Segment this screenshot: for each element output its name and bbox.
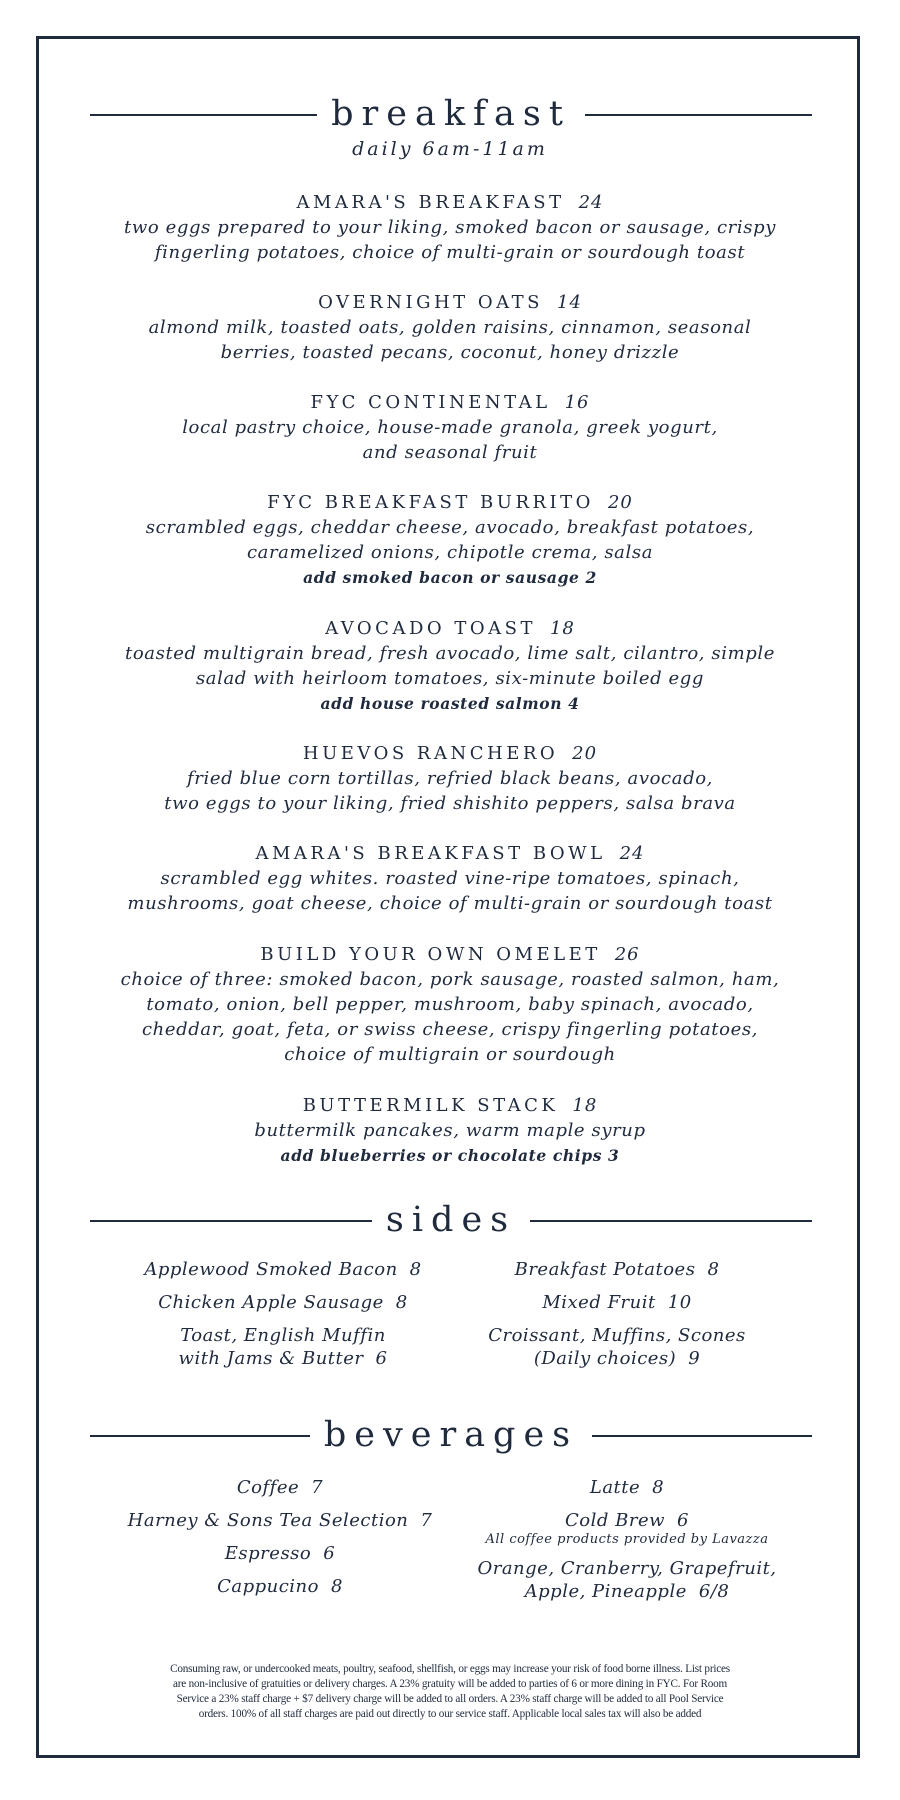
item-description: choice of three: smoked bacon, pork sausage, roasted salmon, ham,: [120, 969, 780, 990]
breakfast-title: breakfast: [331, 94, 571, 134]
header-rule-left: [90, 1220, 372, 1222]
entry-name: Cappucino: [217, 1576, 319, 1597]
item-name: AMARA'S BREAKFAST BOWL: [255, 843, 606, 864]
entry-line: [447, 1557, 807, 1580]
item-description: tomato, onion, bell pepper, mushroom, baby spinach, avocado,: [146, 994, 754, 1015]
entry-name: Mixed Fruit: [542, 1292, 656, 1313]
entry-line: [437, 1324, 797, 1347]
item-name: OVERNIGHT OATS: [318, 292, 543, 313]
entry-line: [100, 1509, 460, 1532]
menu-item: [80, 190, 820, 265]
item-description: fingerling potatoes, choice of multi-grain or sourdough toast: [154, 242, 746, 263]
entry-line: [100, 1575, 460, 1598]
disclaimer-line: are non-inclusive of gratuities or delivery charges. A 23% gratuity will be added to parties of 6 or more dining in FYC. For Room: [172, 1678, 728, 1690]
menu-item: [80, 1093, 820, 1168]
item-price: 20: [607, 492, 633, 513]
header-rule-left: [90, 114, 317, 116]
entry-line: [100, 1542, 460, 1565]
item-name-line: [80, 741, 820, 766]
breakfast-hours: daily 6am-11am: [352, 138, 548, 160]
item-description: salad with heirloom tomatoes, six-minute boiled egg: [195, 668, 705, 689]
sides-right-column: [437, 1258, 797, 1380]
menu-entry: [437, 1324, 797, 1370]
entry-price: 9: [688, 1348, 701, 1369]
entry-price: 6/8: [698, 1581, 730, 1602]
header-rule-right: [592, 1435, 812, 1437]
entry-line: [103, 1347, 463, 1370]
menu-item: [80, 942, 820, 1067]
item-description: choice of multigrain or sourdough: [284, 1044, 616, 1065]
entry-name: Applewood Smoked Bacon: [144, 1259, 398, 1280]
menu-entry: [103, 1291, 463, 1314]
menu-entry: [100, 1542, 460, 1565]
sides-left-column: [103, 1258, 463, 1380]
menu-item: [80, 616, 820, 716]
entry-line: [437, 1347, 797, 1370]
menu-item: [80, 490, 820, 590]
entry-line: [447, 1509, 807, 1532]
item-name-line: [80, 942, 820, 967]
menu-item: [80, 290, 820, 365]
item-description: and seasonal fruit: [362, 442, 538, 463]
entry-price: 8: [652, 1477, 665, 1498]
item-description: scrambled egg whites. roasted vine-ripe tomatoes, spinach,: [160, 868, 740, 889]
entry-line: [103, 1291, 463, 1314]
menu-entry: [100, 1509, 460, 1532]
breakfast-header: [90, 94, 812, 134]
item-price: 24: [619, 843, 645, 864]
entry-name: Toast, English Muffin: [180, 1325, 386, 1346]
item-name-line: [80, 490, 820, 515]
sides-header: [90, 1200, 812, 1240]
item-name: FYC CONTINENTAL: [310, 392, 551, 413]
item-description: toasted multigrain bread, fresh avocado, lime salt, cilantro, simple: [125, 643, 775, 664]
sides-title: sides: [385, 1200, 517, 1240]
menu-item: [80, 390, 820, 465]
beverages-left-column: [100, 1476, 460, 1608]
item-name: BUILD YOUR OWN OMELET: [260, 944, 601, 965]
entry-price: 8: [409, 1259, 422, 1280]
item-price: 18: [572, 1095, 598, 1116]
menu-entry: [447, 1557, 807, 1603]
entry-price: 6: [677, 1510, 689, 1531]
entry-line: [447, 1476, 807, 1499]
item-name-line: [80, 290, 820, 315]
entry-price: 8: [707, 1259, 720, 1280]
entry-price: 7: [420, 1510, 433, 1531]
beverages-right-column: [447, 1476, 807, 1613]
entry-name: Chicken Apple Sausage: [158, 1292, 384, 1313]
entry-name: Harney & Sons Tea Selection: [127, 1510, 409, 1531]
entry-price: 7: [311, 1477, 324, 1498]
entry-name: Espresso: [224, 1543, 312, 1564]
entry-line: [437, 1258, 797, 1281]
item-description: scrambled eggs, cheddar cheese, avocado, breakfast potatoes,: [145, 517, 755, 538]
item-addon: add blueberries or chocolate chips 3: [280, 1146, 620, 1165]
entry-price: 6: [375, 1348, 388, 1369]
item-description: two eggs prepared to your liking, smoked bacon or sausage, crispy: [124, 217, 776, 238]
item-name: HUEVOS RANCHERO: [302, 743, 559, 764]
entry-name: Breakfast Potatoes: [514, 1259, 696, 1280]
disclaimer-line: Consuming raw, or undercooked meats, poultry, seafood, shellfish, or eggs may increase your risk of food borne illness. List prices: [170, 1663, 730, 1675]
entry-price: 6: [323, 1543, 336, 1564]
menu-entry: [437, 1258, 797, 1281]
item-description: buttermilk pancakes, warm maple syrup: [254, 1120, 646, 1141]
entry-price: 8: [395, 1292, 408, 1313]
entry-name: with Jams & Butter: [178, 1348, 364, 1369]
menu-entry: [447, 1509, 807, 1532]
beverages-title: beverages: [323, 1415, 579, 1455]
entry-name: Apple, Pineapple: [524, 1581, 687, 1602]
entry-name: Coffee: [236, 1477, 300, 1498]
header-rule-right: [530, 1220, 812, 1222]
item-description: mushrooms, goat cheese, choice of multi-grain or sourdough toast: [127, 893, 773, 914]
menu-entry: [437, 1291, 797, 1314]
item-price: 18: [549, 618, 575, 639]
entry-price: 10: [667, 1292, 692, 1313]
item-addon: add house roasted salmon 4: [320, 694, 580, 713]
item-name-line: [80, 616, 820, 641]
entry-note: All coffee products provided by Lavazza: [485, 1532, 769, 1547]
entry-line: [103, 1258, 463, 1281]
entry-line: [100, 1476, 460, 1499]
header-rule-right: [585, 114, 812, 116]
entry-line: [447, 1580, 807, 1603]
item-name-line: [80, 190, 820, 215]
item-name-line: [80, 390, 820, 415]
item-name: BUTTERMILK STACK: [302, 1095, 559, 1116]
item-name: AVOCADO TOAST: [325, 618, 536, 639]
menu-entry: [100, 1575, 460, 1598]
item-description: caramelized onions, chipotle crema, salsa: [246, 542, 654, 563]
header-rule-left: [90, 1435, 310, 1437]
item-price: 14: [557, 292, 582, 313]
menu-entry: [103, 1324, 463, 1370]
item-description: two eggs to your liking, fried shishito peppers, salsa brava: [164, 793, 736, 814]
item-name: AMARA'S BREAKFAST: [296, 192, 565, 213]
menu-entry: [103, 1258, 463, 1281]
item-description: fried blue corn tortillas, refried black beans, avocado,: [187, 768, 713, 789]
item-description: berries, toasted pecans, coconut, honey drizzle: [220, 342, 680, 363]
item-price: 26: [614, 944, 640, 965]
menu-item: [80, 841, 820, 916]
item-price: 16: [564, 392, 590, 413]
menu-entry: [100, 1476, 460, 1499]
item-addon: add smoked bacon or sausage 2: [303, 568, 597, 587]
entry-name: Croissant, Muffins, Scones: [488, 1325, 746, 1346]
menu-entry: [447, 1476, 807, 1499]
entry-name: Latte: [589, 1477, 641, 1498]
beverages-header: [90, 1415, 812, 1455]
entry-name: (Daily choices): [533, 1348, 677, 1369]
item-name: FYC BREAKFAST BURRITO: [267, 492, 594, 513]
disclaimer: [88, 1662, 812, 1722]
entry-line: [437, 1291, 797, 1314]
item-name-line: [80, 841, 820, 866]
item-price: 20: [572, 743, 598, 764]
item-price: 24: [578, 192, 604, 213]
menu-item: [80, 741, 820, 816]
item-description: local pastry choice, house-made granola, greek yogurt,: [182, 417, 718, 438]
item-description: cheddar, goat, feta, or swiss cheese, crispy fingerling potatoes,: [142, 1019, 758, 1040]
disclaimer-line: orders. 100% of all staff charges are paid out directly to our service staff. Applicable local sales tax will also be added: [198, 1708, 702, 1720]
entry-name: Orange, Cranberry, Grapefruit,: [477, 1558, 777, 1579]
item-description: almond milk, toasted oats, golden raisins, cinnamon, seasonal: [148, 317, 752, 338]
entry-line: [103, 1324, 463, 1347]
item-name-line: [80, 1093, 820, 1118]
entry-name: Cold Brew: [565, 1510, 666, 1531]
disclaimer-line: Service a 23% staff charge + $7 delivery charge will be added to all orders. A 23% staff charge will be added to all Pool Service: [176, 1693, 724, 1705]
entry-price: 8: [330, 1576, 343, 1597]
